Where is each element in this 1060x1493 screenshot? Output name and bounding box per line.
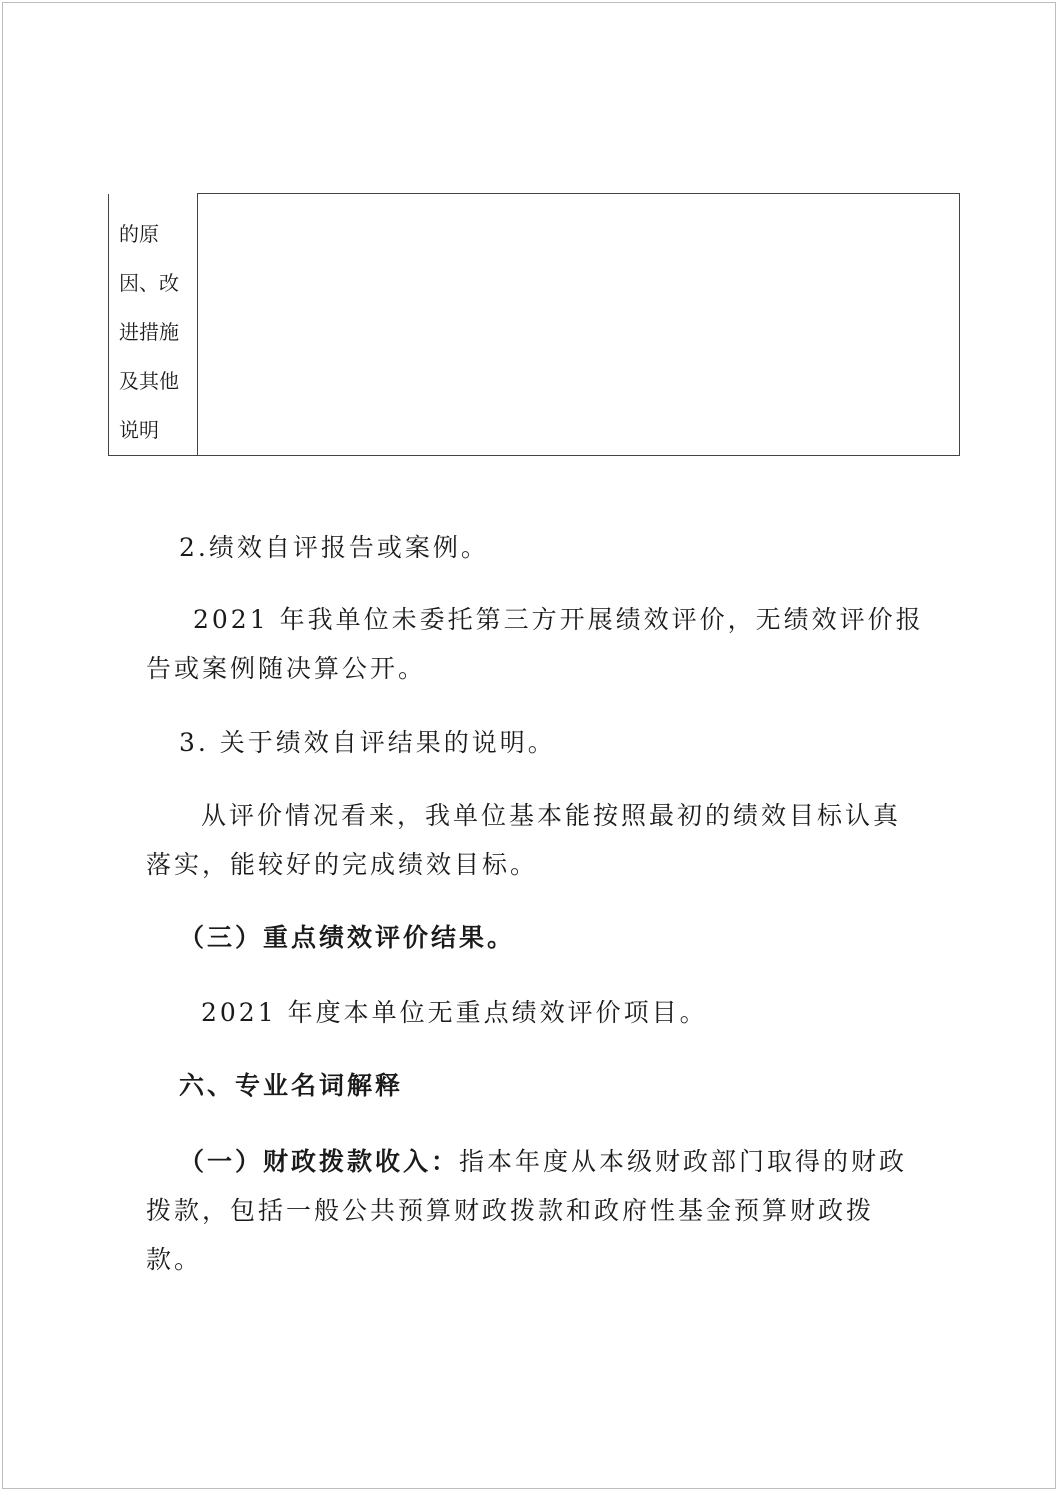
paragraph-line: 拨款，包括一般公共预算财政拨款和政府性基金预算财政拨	[146, 1196, 875, 1225]
paragraph-line: 从评价情况看来，我单位基本能按照最初的绩效目标认真	[201, 801, 902, 830]
paragraph-line: 落实，能较好的完成绩效目标。	[146, 850, 539, 879]
paragraph-line: 告或案例随决算公开。	[146, 654, 427, 683]
table-row	[109, 194, 960, 456]
section-heading-key-evaluation: （三）重点绩效评价结果。	[179, 923, 516, 952]
document-page	[2, 2, 1056, 1489]
section-heading-terminology: 六、专业名词解释	[179, 1071, 404, 1100]
table-label-line: 因、改	[119, 270, 179, 295]
paragraph-line: 款。	[146, 1245, 203, 1274]
table-label-line: 说明	[119, 417, 159, 442]
evaluation-table-fragment	[108, 193, 960, 456]
term-label: （一）财政拨款收入：	[179, 1147, 460, 1176]
table-label-cell	[109, 194, 198, 456]
paragraph-line	[179, 1138, 949, 1186]
section-heading-self-evaluation-results: 3. 关于绩效自评结果的说明。	[179, 728, 556, 757]
section-heading-self-evaluation-report: 2.绩效自评报告或案例。	[179, 533, 489, 562]
term-definition: 指本年度从本级财政部门取得的财政	[459, 1147, 908, 1176]
table-content-cell	[198, 194, 960, 456]
paragraph-line: 2021 年度本单位无重点绩效评价项目。	[201, 998, 708, 1027]
paragraph-line: 2021 年我单位未委托第三方开展绩效评价，无绩效评价报	[193, 605, 924, 634]
table-label-line: 进措施	[119, 319, 179, 344]
table-label-line: 的原	[119, 221, 159, 246]
table-label-line: 及其他	[119, 368, 179, 393]
